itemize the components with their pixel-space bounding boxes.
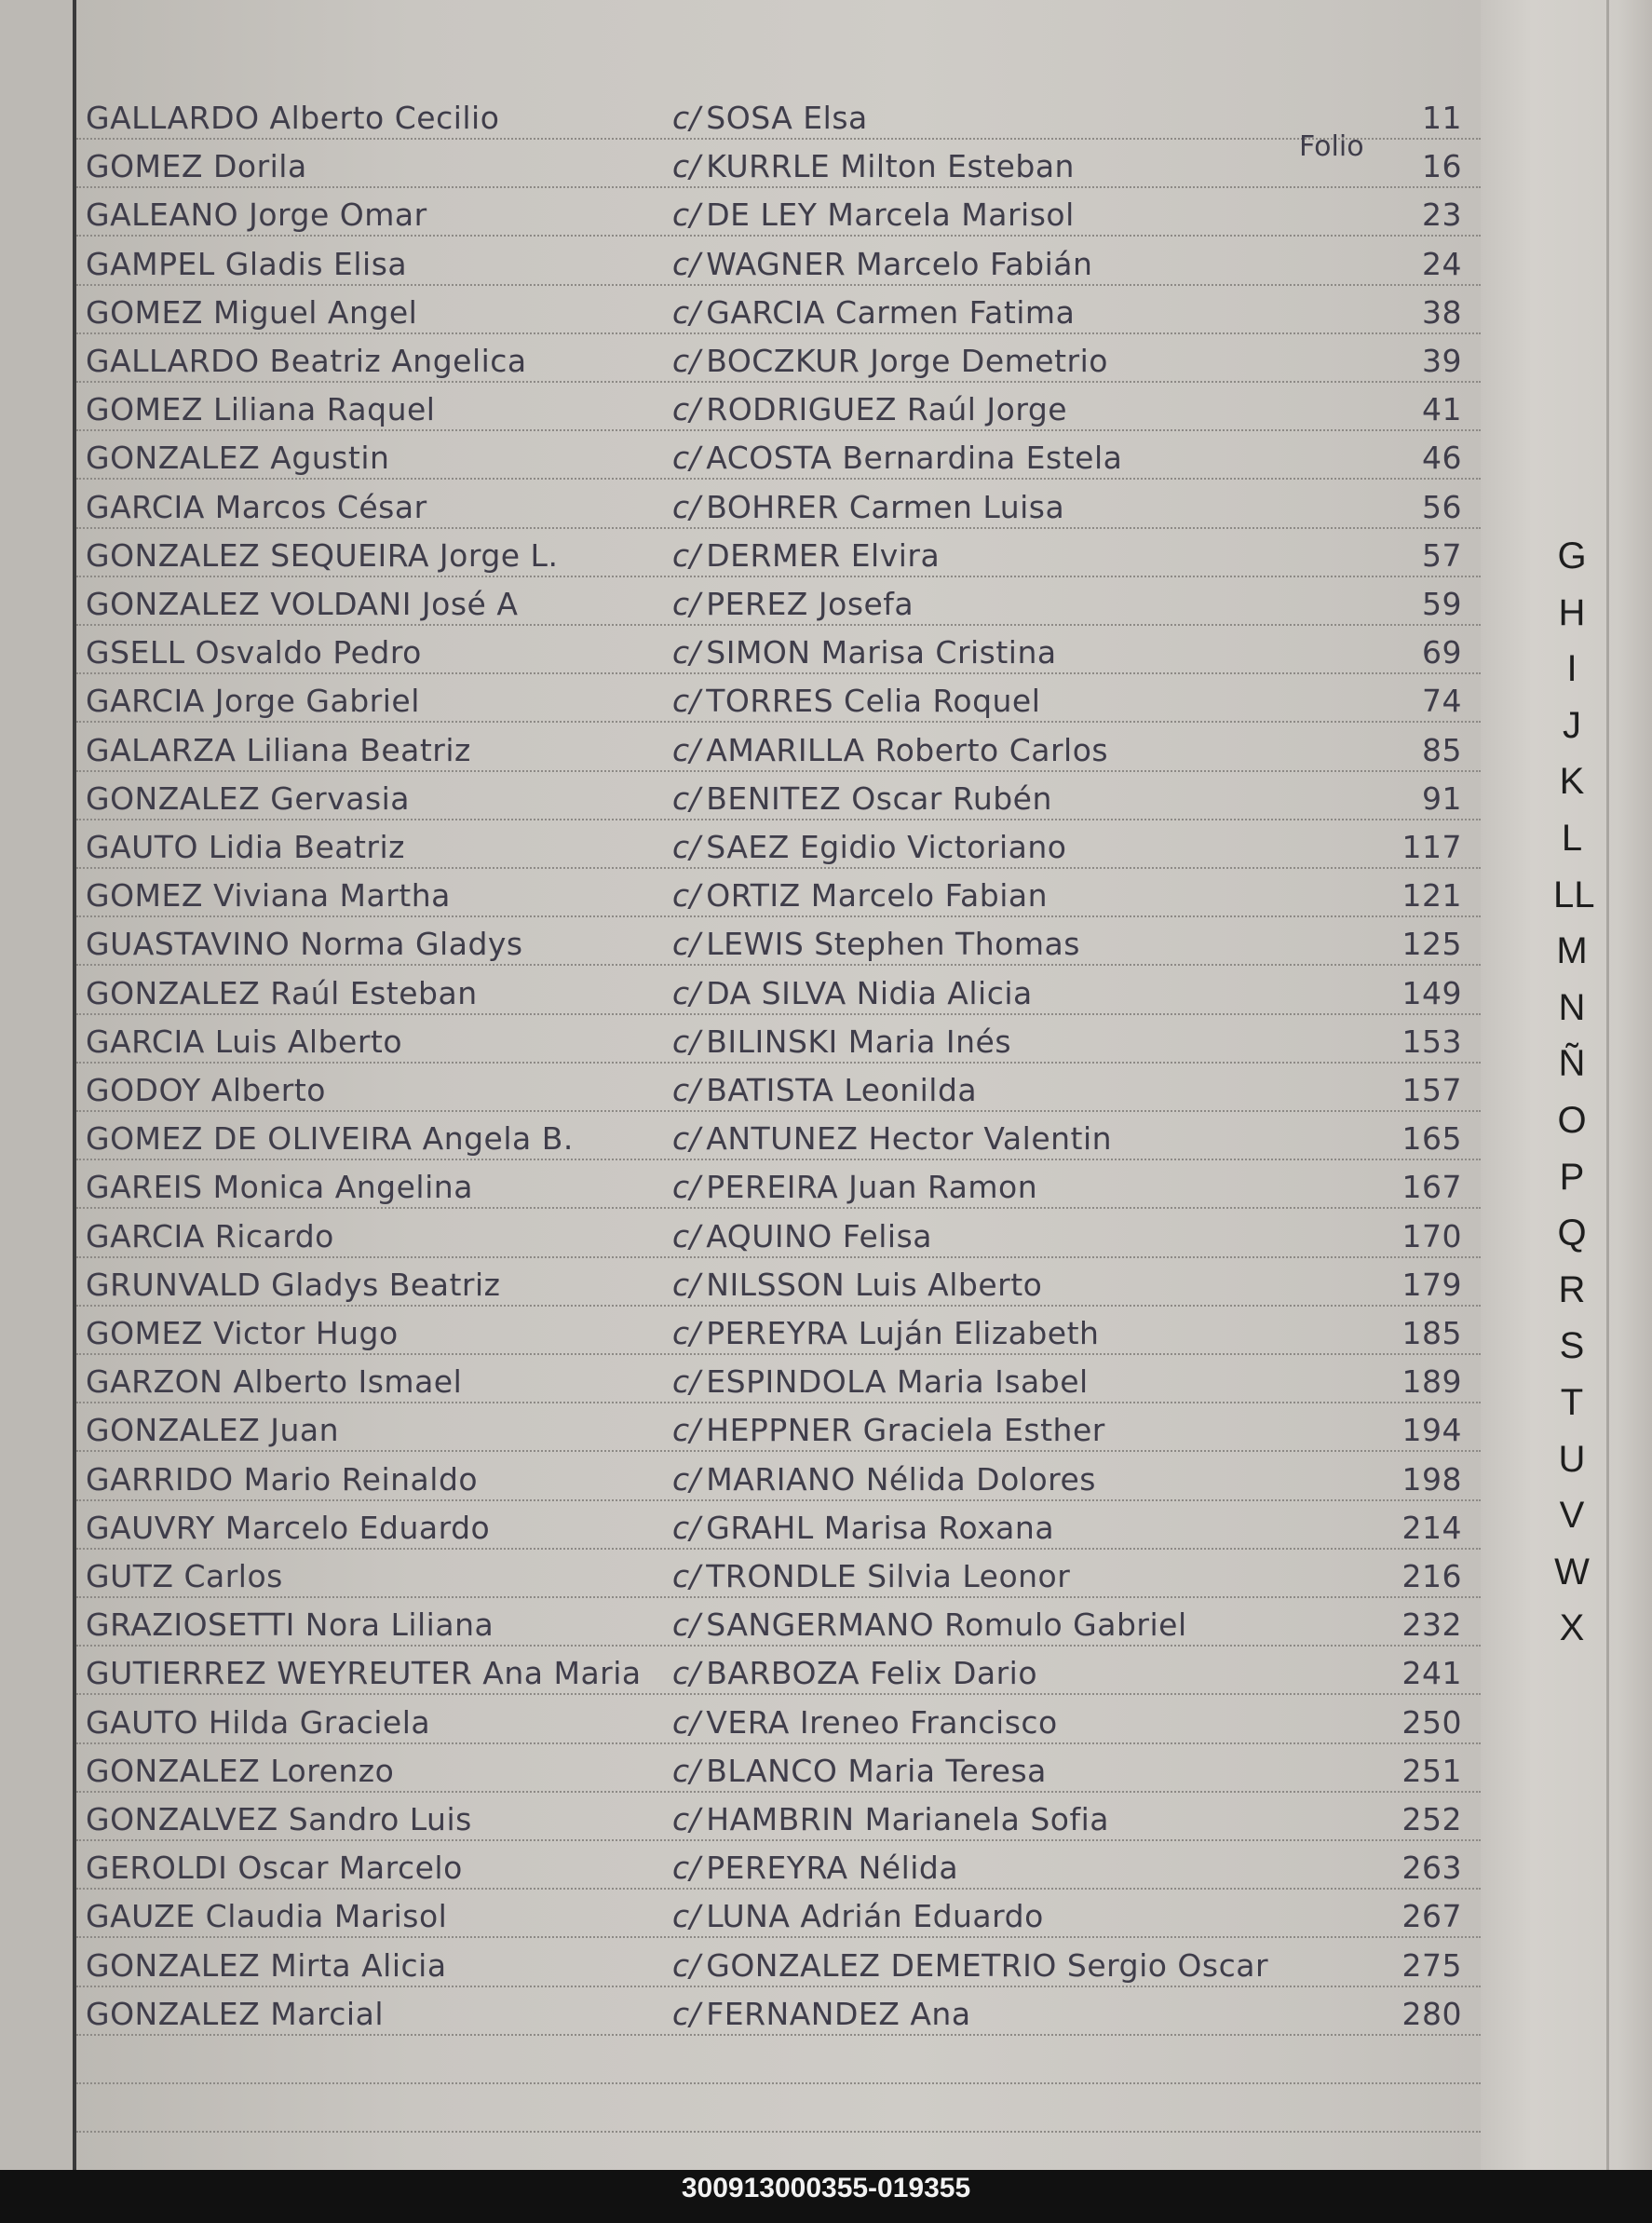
- ledger-entry: [76, 676, 1481, 725]
- ledger-entry: [76, 93, 1481, 142]
- ledger-entry: [76, 919, 1481, 968]
- entry-name: GONZALVEZ Sandro Luis: [86, 1801, 472, 1837]
- ruled-line: [76, 2131, 1481, 2133]
- con-mark-icon: c/: [672, 974, 701, 1011]
- con-mark-icon: c/: [672, 1801, 701, 1837]
- ledger-entry: [76, 822, 1481, 871]
- con-mark-icon: c/: [672, 1606, 701, 1644]
- entry-spouse: [672, 634, 1057, 671]
- entry-name: GALLARDO Beatriz Angelica: [86, 343, 527, 379]
- con-mark-icon: c/: [672, 586, 701, 622]
- entry-folio: 149: [1401, 974, 1462, 1011]
- entry-spouse-text: SIMON Marisa Cristina: [706, 634, 1057, 671]
- entry-folio: 46: [1422, 440, 1462, 477]
- entry-folio: 121: [1401, 877, 1462, 915]
- ledger-entry: [76, 1698, 1481, 1746]
- entry-folio: 16: [1422, 148, 1462, 185]
- entry-spouse: [672, 1606, 1187, 1643]
- entry-folio: 38: [1422, 293, 1462, 331]
- entry-name: GARZON Alberto Ismael: [86, 1363, 463, 1401]
- index-tab-letter[interactable]: H: [1558, 591, 1586, 633]
- entry-name: GONZALEZ Lorenzo: [86, 1752, 395, 1789]
- entry-folio: 23: [1422, 197, 1462, 234]
- ledger-entry: [76, 1941, 1481, 1989]
- entry-spouse: [672, 1315, 1099, 1351]
- entry-folio: 74: [1422, 683, 1462, 720]
- entry-name: GONZALEZ Mirta Alicia: [86, 1946, 447, 1984]
- entry-spouse-text: LUNA Adrián Eduardo: [706, 1898, 1044, 1935]
- entry-spouse-text: KURRLE Milton Esteban: [706, 148, 1075, 185]
- ledger-entry: [76, 1308, 1481, 1357]
- con-mark-icon: c/: [672, 1023, 701, 1060]
- entry-name: GEROLDI Oscar Marcelo: [86, 1850, 463, 1887]
- index-tab-letter[interactable]: G: [1557, 535, 1587, 576]
- ledger-entry: [76, 1843, 1481, 1891]
- entry-spouse: [672, 1850, 958, 1886]
- con-mark-icon: c/: [672, 1460, 701, 1498]
- entry-spouse-text: MARIANO Nélida Dolores: [706, 1460, 1096, 1498]
- index-tab-letter[interactable]: I: [1566, 648, 1578, 690]
- entry-folio: 57: [1422, 536, 1462, 574]
- con-mark-icon: c/: [672, 488, 701, 525]
- entry-spouse-text: GARCIA Carmen Fatima: [706, 293, 1076, 331]
- con-mark-icon: c/: [672, 343, 701, 379]
- index-tab-letter[interactable]: M: [1556, 930, 1588, 972]
- entry-spouse-text: PEREYRA Nélida: [706, 1850, 959, 1887]
- entry-spouse-text: BATISTA Leonilda: [706, 1072, 978, 1108]
- entry-spouse: [672, 586, 914, 622]
- entry-name: GARCIA Jorge Gabriel: [86, 683, 420, 720]
- index-tab-letter[interactable]: Ñ: [1558, 1043, 1586, 1085]
- entry-spouse-text: PEREYRA Luján Elizabeth: [706, 1315, 1100, 1351]
- entry-folio: 56: [1422, 488, 1462, 525]
- con-mark-icon: c/: [672, 1558, 701, 1594]
- con-mark-icon: c/: [672, 1120, 701, 1158]
- entry-name: GAREIS Monica Angelina: [86, 1169, 473, 1206]
- entry-name: GUTIERREZ WEYREUTER Ana Maria: [86, 1655, 642, 1692]
- entry-spouse-text: BLANCO Maria Teresa: [706, 1752, 1047, 1789]
- ledger-entry: [76, 628, 1481, 676]
- index-tab-letter[interactable]: N: [1558, 986, 1586, 1028]
- entry-spouse: [672, 877, 1048, 914]
- entry-name: GARCIA Ricardo: [86, 1217, 334, 1254]
- entry-folio: 85: [1422, 731, 1462, 768]
- entry-spouse-text: ESPINDOLA Maria Isabel: [706, 1363, 1089, 1401]
- entry-spouse: [672, 391, 1067, 427]
- entry-name: GUTZ Carlos: [86, 1558, 283, 1594]
- entry-name: GAMPEL Gladis Elisa: [86, 245, 408, 282]
- entry-folio: 241: [1401, 1655, 1462, 1692]
- index-tab-letter[interactable]: Q: [1557, 1213, 1587, 1254]
- ruled-line: [76, 2082, 1481, 2084]
- entry-name: GAUTO Lidia Beatriz: [86, 829, 405, 865]
- con-mark-icon: c/: [672, 197, 701, 234]
- entry-spouse: [672, 1072, 977, 1108]
- entry-spouse: [672, 1169, 1037, 1205]
- entry-spouse-text: NILSSON Luis Alberto: [706, 1266, 1043, 1303]
- con-mark-icon: c/: [672, 391, 701, 428]
- entry-spouse-text: HAMBRIN Marianela Sofia: [706, 1801, 1109, 1837]
- index-tab-letter[interactable]: T: [1560, 1382, 1584, 1423]
- con-mark-icon: c/: [672, 779, 701, 817]
- ledger-entry: [76, 774, 1481, 822]
- ledger-entry: [76, 1357, 1481, 1405]
- entry-spouse-text: DERMER Elvira: [706, 536, 941, 574]
- entry-folio: 232: [1401, 1606, 1462, 1644]
- ledger-entry: [76, 1600, 1481, 1648]
- con-mark-icon: c/: [672, 1752, 701, 1789]
- entry-name: GSELL Osvaldo Pedro: [86, 634, 422, 671]
- ledger-entry: [76, 871, 1481, 919]
- entry-spouse: [672, 1510, 1054, 1546]
- entry-spouse-text: SOSA Elsa: [706, 100, 868, 136]
- entry-name: GONZALEZ SEQUEIRA Jorge L.: [86, 536, 559, 574]
- index-tab-letter[interactable]: U: [1558, 1438, 1586, 1480]
- entry-folio: 167: [1401, 1169, 1462, 1206]
- entry-spouse-text: DA SILVA Nidia Alicia: [706, 974, 1033, 1011]
- entry-folio: 280: [1401, 1995, 1462, 2032]
- entry-spouse-text: VERA Ireneo Francisco: [706, 1703, 1058, 1741]
- ledger-entry: [76, 433, 1481, 481]
- entry-spouse-text: BOCZKUR Jorge Demetrio: [706, 343, 1108, 379]
- entry-name: GUASTAVINO Norma Gladys: [86, 926, 523, 963]
- entry-name: GOMEZ Miguel Angel: [86, 293, 418, 331]
- entry-spouse: [672, 537, 940, 574]
- con-mark-icon: c/: [672, 440, 701, 477]
- index-tab-letter[interactable]: W: [1554, 1551, 1590, 1593]
- entry-spouse-text: GRAHL Marisa Roxana: [706, 1509, 1055, 1546]
- entry-spouse: [672, 1363, 1089, 1400]
- folio-header: Folio: [1299, 130, 1364, 163]
- entry-folio: 216: [1401, 1558, 1462, 1594]
- con-mark-icon: c/: [672, 926, 701, 963]
- entry-spouse-text: BENITEZ Oscar Rubén: [706, 779, 1052, 817]
- entry-spouse-text: BOHRER Carmen Luisa: [706, 488, 1065, 525]
- entry-folio: 41: [1422, 391, 1462, 428]
- ledger-entry: [76, 1746, 1481, 1795]
- entry-folio: 170: [1401, 1217, 1462, 1254]
- index-tab-letter[interactable]: L: [1561, 818, 1583, 859]
- entry-spouse: [672, 294, 1075, 331]
- entry-name: GALLARDO Alberto Cecilio: [86, 100, 500, 136]
- con-mark-icon: c/: [672, 877, 701, 915]
- entry-folio: 263: [1401, 1850, 1462, 1887]
- ledger-entry: [76, 969, 1481, 1017]
- entry-name: GARCIA Luis Alberto: [86, 1023, 403, 1060]
- entry-spouse-text: AMARILLA Roberto Carlos: [706, 731, 1109, 768]
- con-mark-icon: c/: [672, 245, 701, 282]
- entry-name: GONZALEZ Agustin: [86, 440, 390, 477]
- index-tab-letter[interactable]: V: [1559, 1495, 1585, 1537]
- entry-spouse: [672, 1947, 1268, 1984]
- entry-spouse-text: WAGNER Marcelo Fabián: [706, 245, 1093, 282]
- entry-spouse: [672, 440, 1122, 476]
- entry-folio: 179: [1401, 1266, 1462, 1303]
- entry-folio: 125: [1401, 926, 1462, 963]
- entry-spouse: [672, 1461, 1096, 1498]
- ledger-entry: [76, 725, 1481, 774]
- ledger-entry: [76, 336, 1481, 385]
- con-mark-icon: c/: [672, 293, 701, 331]
- entry-folio: 185: [1401, 1315, 1462, 1351]
- entry-name: GARRIDO Mario Reinaldo: [86, 1460, 479, 1498]
- entry-spouse: [672, 100, 868, 136]
- con-mark-icon: c/: [672, 1850, 701, 1887]
- entry-name: GALEANO Jorge Omar: [86, 197, 427, 234]
- entry-folio: 69: [1422, 634, 1462, 671]
- page-left-edge: [0, 0, 73, 2170]
- entry-spouse: [672, 1412, 1105, 1448]
- index-tab-letter[interactable]: K: [1559, 761, 1585, 803]
- entry-spouse-text: PEREZ Josefa: [706, 586, 914, 622]
- ledger-entry: [76, 1065, 1481, 1114]
- entry-name: GOMEZ Dorila: [86, 148, 307, 185]
- entry-folio: 250: [1401, 1703, 1462, 1741]
- entry-spouse-text: SAEZ Egidio Victoriano: [706, 829, 1067, 865]
- index-tab-letter[interactable]: R: [1558, 1268, 1586, 1310]
- ledger-entry: [76, 1795, 1481, 1843]
- entry-folio: 275: [1401, 1946, 1462, 1984]
- entry-folio: 165: [1401, 1120, 1462, 1158]
- con-mark-icon: c/: [672, 731, 701, 768]
- ledger-entry: [76, 1405, 1481, 1454]
- entry-name: GONZALEZ Gervasia: [86, 779, 411, 817]
- entry-spouse-text: GONZALEZ DEMETRIO Sergio Oscar: [706, 1946, 1269, 1984]
- entry-folio: 24: [1422, 245, 1462, 282]
- index-tab-letter[interactable]: LL: [1553, 874, 1595, 915]
- entry-folio: 194: [1401, 1412, 1462, 1449]
- con-mark-icon: c/: [672, 1898, 701, 1935]
- entry-spouse: [672, 780, 1052, 817]
- entry-folio: 251: [1401, 1752, 1462, 1789]
- ledger-entry: [76, 531, 1481, 579]
- con-mark-icon: c/: [672, 1509, 701, 1546]
- entry-folio: 267: [1401, 1898, 1462, 1935]
- entry-name: GAUVRY Marcelo Eduardo: [86, 1509, 491, 1546]
- entry-spouse: [672, 148, 1075, 184]
- entry-folio: 91: [1422, 779, 1462, 817]
- index-tab-letter[interactable]: O: [1557, 1100, 1587, 1141]
- con-mark-icon: c/: [672, 1315, 701, 1351]
- entry-folio: 214: [1401, 1509, 1462, 1546]
- con-mark-icon: c/: [672, 536, 701, 574]
- entry-name: GAUTO Hilda Graciela: [86, 1703, 431, 1741]
- con-mark-icon: c/: [672, 1169, 701, 1206]
- entry-spouse: [672, 1267, 1042, 1303]
- entry-spouse: [672, 829, 1066, 865]
- ledger-entry: [76, 1162, 1481, 1211]
- ledger-entry: [76, 1260, 1481, 1308]
- con-mark-icon: c/: [672, 1412, 701, 1449]
- con-mark-icon: c/: [672, 1655, 701, 1692]
- entry-name: GARCIA Marcos César: [86, 488, 427, 525]
- entry-spouse-text: ANTUNEZ Hector Valentin: [706, 1120, 1113, 1158]
- con-mark-icon: c/: [672, 100, 701, 136]
- entry-spouse: [672, 1704, 1058, 1741]
- document-id: 300913000355-019355: [681, 2173, 971, 2203]
- con-mark-icon: c/: [672, 634, 701, 671]
- entry-spouse: [672, 975, 1033, 1011]
- entry-spouse-text: AQUINO Felisa: [706, 1217, 933, 1254]
- con-mark-icon: c/: [672, 1946, 701, 1984]
- entry-name: GRUNVALD Gladys Beatriz: [86, 1266, 501, 1303]
- entry-folio: 39: [1422, 343, 1462, 379]
- entry-spouse: [672, 1120, 1112, 1157]
- entry-name: GOMEZ DE OLIVEIRA Angela B.: [86, 1120, 574, 1158]
- entry-name: GONZALEZ VOLDANI José A: [86, 586, 519, 622]
- entry-spouse-text: HEPPNER Graciela Esther: [706, 1412, 1105, 1449]
- entry-folio: 252: [1401, 1801, 1462, 1837]
- entry-spouse-text: TRONDLE Silvia Leonor: [706, 1558, 1071, 1594]
- entry-spouse-text: BARBOZA Felix Dario: [706, 1655, 1038, 1692]
- entry-name: GALARZA Liliana Beatriz: [86, 731, 471, 768]
- entry-spouse: [672, 683, 1040, 719]
- entry-spouse-text: ORTIZ Marcelo Fabian: [706, 877, 1049, 915]
- con-mark-icon: c/: [672, 1363, 701, 1401]
- entry-name: GODOY Alberto: [86, 1072, 326, 1108]
- entry-folio: 198: [1401, 1460, 1462, 1498]
- ledger-entry: [76, 579, 1481, 628]
- entry-spouse-text: ACOSTA Bernardina Estela: [706, 440, 1123, 477]
- entry-spouse: [672, 246, 1092, 282]
- ledger-entry: [76, 1648, 1481, 1697]
- con-mark-icon: c/: [672, 1703, 701, 1741]
- entry-spouse-text: BILINSKI Maria Inés: [706, 1023, 1012, 1060]
- ledger-entry: [76, 1552, 1481, 1600]
- index-tab-letter[interactable]: X: [1559, 1607, 1585, 1649]
- con-mark-icon: c/: [672, 1072, 701, 1108]
- ledger-entry: [76, 482, 1481, 531]
- entry-spouse: [672, 1218, 932, 1254]
- entry-folio: 59: [1422, 586, 1462, 622]
- entry-spouse-text: RODRIGUEZ Raúl Jorge: [706, 391, 1068, 428]
- entry-spouse: [672, 732, 1108, 768]
- entry-name: GOMEZ Victor Hugo: [86, 1315, 399, 1351]
- entry-spouse: [672, 926, 1080, 962]
- index-tab-letter[interactable]: J: [1563, 704, 1581, 746]
- entry-spouse-text: FERNANDEZ Ana: [706, 1995, 971, 2032]
- entry-spouse: [672, 1655, 1037, 1691]
- ledger-entry: [76, 1017, 1481, 1065]
- entry-spouse-text: TORRES Celia Roquel: [706, 683, 1041, 720]
- entry-spouse: [672, 1558, 1070, 1594]
- con-mark-icon: c/: [672, 1266, 701, 1303]
- entry-folio: 189: [1401, 1363, 1462, 1401]
- entry-spouse: [672, 489, 1064, 525]
- entry-spouse: [672, 343, 1108, 379]
- entry-spouse: [672, 1753, 1047, 1789]
- entry-spouse-text: LEWIS Stephen Thomas: [706, 926, 1080, 963]
- con-mark-icon: c/: [672, 148, 701, 185]
- index-tab-letter[interactable]: P: [1559, 1156, 1585, 1198]
- ledger-entry: [76, 190, 1481, 238]
- ledger-entry: [76, 142, 1481, 190]
- entry-spouse-text: DE LEY Marcela Marisol: [706, 197, 1075, 234]
- entry-spouse: [672, 1801, 1109, 1837]
- entry-spouse: [672, 197, 1075, 233]
- entry-name: GOMEZ Viviana Martha: [86, 877, 451, 915]
- con-mark-icon: c/: [672, 683, 701, 720]
- ledger-entry: [76, 1503, 1481, 1552]
- ledger-entry: [76, 1212, 1481, 1260]
- con-mark-icon: c/: [672, 1995, 701, 2032]
- ledger-entry: [76, 385, 1481, 433]
- ledger-entry: [76, 239, 1481, 288]
- con-mark-icon: c/: [672, 1217, 701, 1254]
- entry-folio: 117: [1401, 829, 1462, 865]
- entry-spouse-text: PEREIRA Juan Ramon: [706, 1169, 1038, 1206]
- entry-spouse: [672, 1023, 1011, 1060]
- entry-name: GRAZIOSETTI Nora Liliana: [86, 1606, 494, 1644]
- tab-strip-edge: [1606, 0, 1609, 2170]
- ledger-entry: [76, 1455, 1481, 1503]
- ledger-entry: [76, 288, 1481, 336]
- entry-name: GONZALEZ Juan: [86, 1412, 340, 1449]
- entry-name: GONZALEZ Raúl Esteban: [86, 974, 478, 1011]
- entry-folio: 11: [1422, 100, 1462, 136]
- ledger-entry: [76, 1891, 1481, 1940]
- entry-name: GONZALEZ Marcial: [86, 1995, 384, 2032]
- entry-name: GAUZE Claudia Marisol: [86, 1898, 448, 1935]
- entry-folio: 153: [1401, 1023, 1462, 1060]
- entry-spouse-text: SANGERMANO Romulo Gabriel: [706, 1606, 1187, 1644]
- con-mark-icon: c/: [672, 829, 701, 865]
- ledger-entry: [76, 1989, 1481, 2038]
- entry-name: GOMEZ Liliana Raquel: [86, 391, 436, 428]
- ledger-entry: [76, 1114, 1481, 1162]
- entry-spouse: [672, 1898, 1044, 1934]
- index-tab-letter[interactable]: S: [1559, 1325, 1585, 1367]
- entry-folio: 157: [1401, 1072, 1462, 1108]
- entry-spouse: [672, 1996, 971, 2032]
